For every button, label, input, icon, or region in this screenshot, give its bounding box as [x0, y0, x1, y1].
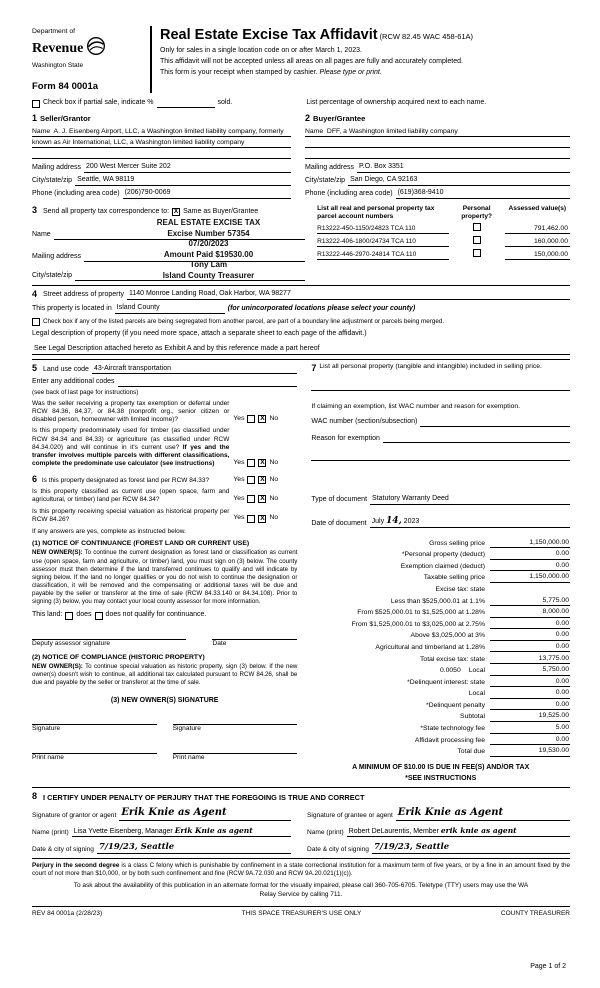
yes-label: Yes — [233, 458, 245, 466]
tax-value-field[interactable] — [490, 689, 570, 698]
tax-value: 0.00 — [555, 700, 569, 708]
land-use-value: 43-Aircraft transportation — [93, 364, 171, 372]
tax-value-field[interactable] — [490, 539, 570, 548]
grantee-name-handwritten: erik knie as agent — [440, 825, 517, 835]
no-checkbox[interactable]: X — [260, 514, 265, 522]
assessed-value: 791,462.00 — [533, 224, 568, 232]
deputy-assessor-label: Deputy assessor signature — [32, 639, 111, 647]
signature-label: Signature — [172, 725, 201, 733]
tax-row — [311, 699, 570, 711]
tax-row — [311, 710, 570, 722]
located-in-label: This property is located in — [32, 304, 112, 312]
document-date-field[interactable] — [370, 516, 570, 528]
grantor-name-handwritten: Erik Knie as agent — [174, 825, 253, 835]
type-or-print-note: Please type or print. — [319, 69, 382, 77]
correspondence-name-label: Name — [32, 231, 51, 239]
grantor-signature-label: Signature of grantor or agent — [32, 812, 117, 820]
stamp-line: Tony Lam — [189, 260, 228, 270]
document-type-field[interactable] — [370, 495, 570, 505]
parcel-row — [317, 247, 570, 260]
forest-land-question — [32, 474, 233, 485]
partial-sale-label: Check box if partial sale, indicate % — [43, 98, 154, 106]
grantee-date-city-field[interactable] — [372, 842, 570, 854]
assessed-value: 150,000.00 — [533, 250, 568, 258]
timber-question-text: Is this property predominately used for timber (as classified under RCW 84.34 and 84.33) or agriculture (as classified under RCW 84.34.020) and will continue in it's current use? — [32, 427, 230, 451]
divider — [32, 285, 570, 286]
additional-codes-field[interactable] — [118, 379, 298, 387]
seller-mailing-field[interactable] — [84, 163, 291, 173]
washington-state-label: Washington State — [32, 61, 84, 69]
yes-label: Yes — [233, 514, 245, 522]
tax-value-field[interactable] — [490, 747, 570, 756]
county-value: Island County — [116, 303, 160, 311]
no-label: No — [269, 514, 279, 522]
tax-row — [311, 734, 570, 746]
treasurer-stamp — [116, 218, 301, 281]
tax-label: *Delinquent penalty — [426, 701, 485, 709]
unincorporated-note: (for unincorporated locations please select your county) — [227, 304, 416, 312]
seller-mailing-label: Mailing address — [32, 163, 82, 171]
section-2-title: Buyer/Grantee — [313, 113, 366, 123]
print-name-label: Print name — [32, 753, 64, 761]
notice-2-title: (2) NOTICE OF COMPLIANCE (HISTORIC PROPERTY) — [32, 653, 205, 661]
no-label: No — [269, 414, 279, 422]
historic-question: Is this property receiving special valuation as historical property per RCW 84.26? — [32, 507, 230, 523]
perjury-notice — [32, 862, 570, 878]
assessed-value: 160,000.00 — [533, 237, 568, 245]
grantor-print-name: Lisa Yvette Eisenberg, Manager — [73, 827, 173, 835]
this-land-label: This land: — [32, 610, 63, 618]
grantor-signature-block — [32, 805, 301, 855]
divider — [32, 787, 570, 788]
tax-value-field[interactable] — [490, 666, 570, 675]
no-checkbox[interactable]: X — [260, 458, 265, 466]
tax-label: Gross selling price — [429, 539, 485, 547]
tax-value: 0.00 — [555, 619, 569, 627]
does-not-label: does not qualify for continuance. — [105, 610, 207, 618]
revenue-wordmark: Revenue — [32, 41, 84, 57]
section-8-number: 8 — [32, 791, 38, 802]
seller-city-value: Seattle, WA 98119 — [77, 176, 135, 184]
tax-value-field[interactable] — [490, 620, 570, 629]
legal-description-label: Legal description of property (if you need more space, attach a separate sheet to each page of the affidavit.) — [32, 329, 367, 337]
tax-value-field[interactable] — [490, 643, 570, 652]
parcel-row — [317, 234, 570, 247]
tax-row — [311, 594, 570, 606]
tax-row — [311, 641, 570, 653]
land-use-label: Land use code — [43, 365, 89, 373]
no-label: No — [269, 495, 279, 503]
parcel-number: R13222-446-2970-24814 TCA 110 — [317, 250, 417, 258]
notice-2-body: To continue special valuation as historic property, sign (3) below. If the new owner(s) doesn't wish to continue, all additional tax calculated pursuant to RCW 84.26, shall be due and payable by the seller or transferor at the time of sale. — [32, 663, 298, 687]
tax-value: 1,150,000.00 — [529, 538, 569, 546]
does-checkbox[interactable] — [65, 612, 73, 620]
yes-checkbox[interactable] — [247, 459, 255, 467]
alternate-format-note: To ask about the availability of this publication in an alternate format for the visually impaired, please call 360-705-6705. Teletype (TTY) users may use the WA Relay Service by calling 711. — [73, 882, 529, 899]
section-7-tax-column — [306, 363, 570, 783]
grantee-signature-field[interactable] — [396, 807, 570, 821]
if-yes-note: If any answers are yes, complete as instructed below. — [32, 527, 186, 535]
dor-swoosh-icon — [86, 36, 106, 62]
tax-label: Total due — [457, 748, 485, 756]
street-address-label: Street address of property — [43, 291, 124, 299]
new-owner-print-name-field-1[interactable] — [32, 746, 157, 754]
reason-exemption-field-2[interactable] — [311, 453, 570, 461]
section-5-number: 5 — [32, 363, 38, 374]
title-block — [150, 26, 570, 93]
tax-label: Taxable selling price — [423, 574, 485, 582]
buyer-city-value: San Diego, CA 92163 — [350, 176, 418, 184]
seller-phone-label: Phone (including area code) — [32, 190, 120, 198]
section-4 — [32, 289, 570, 356]
ownership-note: List percentage of ownership acquired next to each name. — [306, 98, 487, 106]
tax-row — [311, 745, 570, 757]
parcel-table — [317, 205, 570, 281]
tax-label: *State technology fee — [420, 725, 485, 733]
no-label: No — [269, 458, 279, 466]
seller-city-label: City/state/zip — [32, 177, 73, 185]
certify-statement: I CERTIFY UNDER PENALTY OF PERJURY THAT THE FOREGOING IS TRUE AND CORRECT — [43, 793, 365, 803]
tax-row — [311, 536, 570, 548]
street-address-field[interactable] — [127, 290, 570, 300]
tax-value-field[interactable] — [490, 573, 570, 582]
section-7-number: 7 — [311, 363, 317, 374]
section-seller — [32, 113, 301, 200]
no-checkbox[interactable]: X — [260, 476, 265, 484]
tax-value-field[interactable] — [490, 562, 570, 571]
legal-description-field[interactable] — [32, 345, 570, 355]
header — [32, 26, 570, 93]
yes-label: Yes — [233, 495, 245, 503]
buyer-name-value: DFF, a Washington limited liability company — [326, 128, 458, 136]
tax-value-field[interactable] — [490, 631, 570, 640]
county-select[interactable] — [115, 304, 225, 314]
reason-exemption-field[interactable] — [383, 435, 570, 443]
parcel-number: R13222-450-1150/24823 TCA 110 — [317, 224, 416, 232]
grantor-print-name-field[interactable] — [72, 826, 291, 838]
grantor-date-city-label: Date & city of signing — [32, 845, 94, 853]
forest-land-question-text: Is this property designated as forest land per RCW 84.33? — [41, 477, 210, 485]
assessed-value-field[interactable] — [505, 251, 570, 260]
divider — [32, 858, 570, 859]
yes-checkbox[interactable] — [247, 415, 255, 423]
grantor-print-name-label: Name (print) — [32, 829, 69, 837]
tax-label: Local — [468, 690, 485, 698]
tax-value: 5,750.00 — [542, 666, 569, 674]
section-3-number: 3 — [32, 205, 38, 216]
parcel-number: R13222-406-1800/24734 TCA 110 — [317, 237, 416, 245]
street-address-value: 1140 Monroe Landing Road, Oak Harbor, WA 98277 — [128, 290, 291, 298]
header-note-3: This form is your receipt when stamped by cashier. — [160, 69, 318, 77]
print-name-label: Print name — [172, 753, 205, 761]
buyer-phone-value: (619)368-9410 — [397, 189, 444, 197]
tax-value-field[interactable] — [490, 608, 570, 617]
new-owner-print-name-field-2[interactable] — [173, 746, 298, 754]
buyer-city-label: City/state/zip — [305, 177, 346, 185]
stamp-line: Excise Number 57354 — [167, 228, 250, 238]
document-date-day-handwritten: 14, — [386, 516, 402, 527]
page-number: Page 1 of 2 — [530, 963, 566, 971]
divider — [32, 906, 570, 907]
tax-value: 1,150,000.00 — [529, 573, 569, 581]
stamp-line: 07/20/2023 — [188, 239, 229, 249]
tax-value: 0.00 — [555, 689, 569, 697]
tax-row — [311, 548, 570, 560]
same-as-buyer-checkbox[interactable]: X — [173, 208, 179, 216]
notice-1-body: To continue the current designation as forest land or classification as current use (open space, farm and agriculture, or timber) land, you must sign on (3) below. The county assessor must then determine if the land transferred continues to qualify and will indicate by signing below. If the land no longer qualifies or you do not wish to continue the designation or classification, it will be removed and the compensating or additional taxes will be due and payable by the seller or transferor at the time of sale (RCW 84.33.140 or 84.34.108). Prior to signing (3) below, you may contact your local county assessor for more information. — [32, 549, 298, 605]
grantee-print-name-field[interactable] — [347, 826, 570, 838]
grantor-date-city-field[interactable] — [97, 842, 291, 854]
section-2-number: 2 — [305, 112, 311, 123]
tax-value-field[interactable] — [490, 550, 570, 559]
section-4-number: 4 — [32, 288, 38, 299]
personal-property-checkbox[interactable] — [473, 249, 481, 257]
yes-checkbox[interactable] — [247, 515, 255, 523]
current-use-question: Is this property classified as current use (open space, farm and agricultural, or timber) land per RCW 84.34? — [32, 488, 230, 504]
seller-phone-value: (206)790-0069 — [124, 189, 171, 197]
tax-row — [311, 618, 570, 630]
page-title: Real Estate Excise Tax Affidavit — [160, 27, 378, 43]
parcel-number-field[interactable] — [317, 225, 448, 234]
wac-number-label: WAC number (section/subsection) — [311, 417, 418, 425]
tax-label: From $1,525,000.01 to $3,025,000 at 2.75% — [351, 620, 485, 628]
assessed-value-header: Assessed value(s) — [508, 205, 567, 213]
notice-1-title: (1) NOTICE OF CONTINUANCE (FOREST LAND OR CURRENT USE) — [32, 539, 250, 547]
signature-label: Signature — [32, 725, 61, 733]
tax-label: Exemption claimed (deduct) — [400, 562, 485, 570]
stamp-line: Island County Treasurer — [162, 270, 255, 280]
does-not-checkbox[interactable] — [95, 612, 103, 620]
tax-label: Above $3,025,000 at 3% — [410, 632, 485, 640]
buyer-phone-label: Phone (including area code) — [305, 190, 393, 198]
buyer-phone-field[interactable] — [396, 189, 570, 199]
tax-value-field[interactable] — [490, 597, 570, 606]
tax-value: 13,775.00 — [538, 654, 569, 662]
perjury-lead: Perjury in the second degree — [32, 862, 120, 869]
buyer-mailing-label: Mailing address — [305, 163, 355, 171]
personal-property-checkbox[interactable] — [473, 223, 481, 231]
buyer-name-field[interactable] — [305, 126, 570, 159]
parcel-number-field[interactable] — [317, 251, 448, 260]
grantee-print-name: Robert DeLaurentis, Member — [348, 827, 439, 835]
tax-value-field[interactable] — [490, 678, 570, 687]
tax-row — [311, 571, 570, 583]
tax-label: Local — [468, 667, 485, 675]
tax-value: 0.00 — [555, 550, 569, 558]
yes-label: Yes — [233, 414, 245, 422]
tax-value: 0.00 — [555, 642, 569, 650]
tax-row — [311, 687, 570, 699]
buyer-city-field[interactable] — [348, 176, 570, 186]
tax-row — [311, 606, 570, 618]
document-type-value: Statutory Warranty Deed — [372, 495, 449, 503]
no-checkbox[interactable]: X — [260, 415, 265, 423]
tax-label: *Personal property (deduct) — [401, 551, 485, 559]
seller-phone-field[interactable] — [123, 189, 291, 199]
new-owner-signature-field-2[interactable] — [173, 717, 298, 725]
personal-property-list-field[interactable] — [311, 383, 570, 391]
divider — [32, 359, 570, 360]
seller-name-value: A. J. Eisenberg Airport, LLC, a Washington limited liability company, formerly known as Air International, LLC, a Washington limited liability company — [32, 128, 284, 147]
segregated-note: Check box if any of the listed parcels are being segregated from another parcel, are part of a boundary line adjustment or parcels being merged. — [43, 317, 445, 325]
buyer-mailing-field[interactable] — [357, 163, 570, 173]
seller-name-field[interactable] — [32, 126, 291, 159]
exemption-question: Was the seller receiving a property tax exemption or deferral under RCW 84.36, 84.37, or 84.38 (nonprofit org., senior citizen or disabled person, homeowner with limited income)? — [32, 400, 230, 424]
tax-label: From $525,000.01 to $1,525,000 at 1.28% — [357, 609, 485, 617]
new-owner-signature-field-1[interactable] — [32, 717, 157, 725]
yes-checkbox[interactable] — [247, 476, 255, 484]
tax-row — [311, 560, 570, 572]
tax-value: 0.00 — [555, 735, 569, 743]
deputy-assessor-signature-field[interactable] — [32, 632, 186, 640]
tax-row — [311, 652, 570, 664]
tax-value-field[interactable] — [490, 736, 570, 745]
section-1-title: Seller/Grantor — [40, 113, 91, 123]
rev-number: REV 84 0001a (2/28/23) — [32, 909, 103, 917]
no-checkbox[interactable]: X — [260, 495, 265, 503]
tax-label: Affidavit processing fee — [414, 736, 485, 744]
partial-sale-row — [32, 99, 570, 108]
land-use-field[interactable] — [92, 365, 297, 375]
tax-value-field[interactable] — [490, 712, 570, 721]
tax-value: 0.00 — [555, 631, 569, 639]
tax-value-field[interactable] — [490, 701, 570, 710]
tax-row — [311, 722, 570, 734]
reason-exemption-label: Reason for exemption — [311, 434, 380, 442]
see-back-note: (see back of last page for instructions) — [32, 389, 139, 397]
grantee-signature-label: Signature of grantee or agent — [307, 812, 393, 820]
timber-question — [32, 427, 233, 468]
see-instructions-note: *SEE INSTRUCTIONS — [405, 774, 477, 782]
segregated-checkbox[interactable] — [32, 318, 40, 326]
tax-value: 19,525.00 — [538, 712, 569, 720]
section-3 — [32, 205, 570, 281]
notice-2-lead: NEW OWNER(S): — [32, 663, 83, 671]
wac-number-field[interactable] — [420, 419, 570, 427]
tax-value-field[interactable] — [490, 655, 570, 664]
personal-property-header: Personal property? — [461, 205, 493, 221]
local-rate: 0.0050 — [439, 667, 461, 675]
seller-mailing-value: 200 West Mercer Suite 202 — [86, 162, 171, 170]
exemption-claim-note: If claiming an exemption, list WAC number and reason for exemption. — [311, 403, 521, 411]
legal-description-value: See Legal Description attached hereto as Exhibit A and by this reference made a part hereof — [34, 345, 320, 353]
document-date-year: 2023 — [403, 518, 420, 526]
header-note-2: This affidavit will not be accepted unless all areas on all pages are fully and accurately completed. — [160, 57, 463, 65]
stamp-line: REAL ESTATE EXCISE TAX — [156, 218, 261, 228]
parcel-number-field[interactable] — [317, 238, 448, 247]
tax-value: 8,000.00 — [542, 608, 569, 616]
dept-of-label: Department of — [32, 28, 76, 35]
tax-row — [311, 583, 570, 595]
seller-name-label: Name — [32, 128, 51, 136]
document-type-label: Type of document — [311, 496, 368, 504]
treasurer-space-label: THIS SPACE TREASURER'S USE ONLY — [241, 909, 362, 917]
tax-value: 0.00 — [555, 561, 569, 569]
tax-row — [311, 629, 570, 641]
tax-value: 5.00 — [555, 724, 569, 732]
parcel-number-header: List all real and personal property tax parcel account numbers — [317, 205, 435, 221]
assessed-value-field[interactable] — [505, 225, 570, 234]
grantor-signature-field[interactable] — [119, 807, 291, 821]
tax-value: 19,530.00 — [538, 747, 569, 755]
sold-label: sold. — [217, 98, 233, 106]
deputy-date-label: Date — [212, 639, 227, 647]
tax-value-field[interactable] — [490, 724, 570, 733]
tax-label: *Delinquent interest: state — [407, 678, 485, 686]
section-1-number: 1 — [32, 112, 38, 123]
grantee-date-city-label: Date & city of signing — [307, 845, 369, 853]
partial-sale-checkbox[interactable] — [32, 100, 40, 108]
header-note-1: Only for sales in a single location code on or after March 1, 2023. — [160, 46, 362, 54]
no-label: No — [269, 475, 279, 483]
tax-value-field — [490, 586, 570, 594]
tax-value: 0.00 — [555, 677, 569, 685]
same-as-buyer-label: Same as Buyer/Grantee — [183, 207, 259, 215]
tax-label: Agricultural and timberland at 1.28% — [375, 643, 485, 651]
partial-percent-field[interactable] — [157, 100, 215, 108]
document-date-month: July — [371, 518, 385, 526]
grantee-print-name-label: Name (print) — [307, 829, 344, 837]
personal-property-checkbox[interactable] — [473, 236, 481, 244]
correspondence-mailing-label: Mailing address — [32, 253, 82, 261]
grantee-date-city-handwritten: 7/19/23, Seattle — [373, 842, 450, 853]
timber-question-bold: If yes and the transfer involves multiple parcels with different classifications, complete the predominate use calculator (see instructions) — [32, 443, 230, 467]
tax-label: Excise tax: state — [435, 585, 485, 593]
assessed-value-field[interactable] — [505, 238, 570, 247]
county-treasurer-label: COUNTY TREASURER — [500, 909, 570, 917]
tax-row — [311, 676, 570, 688]
tax-label: Less than $525,000.01 at 1.1% — [390, 597, 485, 605]
grantor-date-city-handwritten: 7/19/23, Seattle — [98, 842, 175, 853]
notice-3-title: (3) NEW OWNER(S) SIGNATURE — [110, 696, 219, 704]
correspondence-city-label: City/state/zip — [32, 271, 73, 279]
section-6-number: 6 — [32, 474, 38, 485]
personal-property-list-label: List all personal property (tangible and intangible) included in selling price. — [319, 363, 542, 371]
section-buyer — [301, 113, 570, 200]
yes-checkbox[interactable] — [247, 495, 255, 503]
stamp-line: Amount Paid $19530.00 — [163, 249, 254, 259]
minimum-fee-note: A MINIMUM OF $10.00 IS DUE IN FEE(S) AND/OR TAX — [352, 763, 530, 771]
section-8 — [32, 791, 570, 854]
deputy-date-field[interactable] — [212, 632, 297, 640]
buyer-mailing-value: P.O. Box 3351 — [359, 162, 404, 170]
parcel-row — [317, 221, 570, 234]
dor-logo — [32, 26, 150, 93]
section-5-6-column — [32, 363, 306, 783]
tax-label: Total excise tax: state — [420, 655, 485, 663]
rcw-reference: (RCW 82.45 WAC 458-61A) — [379, 32, 474, 41]
perjury-body: is a class C felony which is punishable by confinement in a state correctional institution for a maximum term of five years, or by a fine in an amount fixed by the court of not more than $10,000, or by both such confinement and fine (RCW 9A.72.030 and RCW 9A.20.021(1)(c)). — [32, 862, 570, 878]
grantee-signature-handwritten: Erik Knie as Agent — [397, 807, 504, 818]
form-number: Form 84 0001a — [32, 81, 99, 93]
tax-value: 5,775.00 — [542, 596, 569, 604]
document-date-label: Date of document — [311, 519, 367, 527]
yes-label: Yes — [233, 475, 245, 483]
additional-codes-label: Enter any additional codes — [32, 378, 115, 386]
tax-row — [311, 664, 570, 676]
does-label: does — [76, 610, 92, 618]
grantor-signature-handwritten: Erik Knie as Agent — [121, 807, 227, 818]
buyer-name-label: Name — [305, 128, 324, 136]
seller-city-field[interactable] — [75, 176, 291, 186]
notice-1-lead: NEW OWNER(S): — [32, 549, 83, 557]
tax-label: Subtotal — [460, 713, 485, 721]
tax-computation-table — [311, 536, 570, 756]
grantee-signature-block — [301, 805, 570, 855]
footer-row — [32, 910, 570, 918]
send-correspondence-label: Send all property tax correspondence to: — [43, 207, 170, 215]
